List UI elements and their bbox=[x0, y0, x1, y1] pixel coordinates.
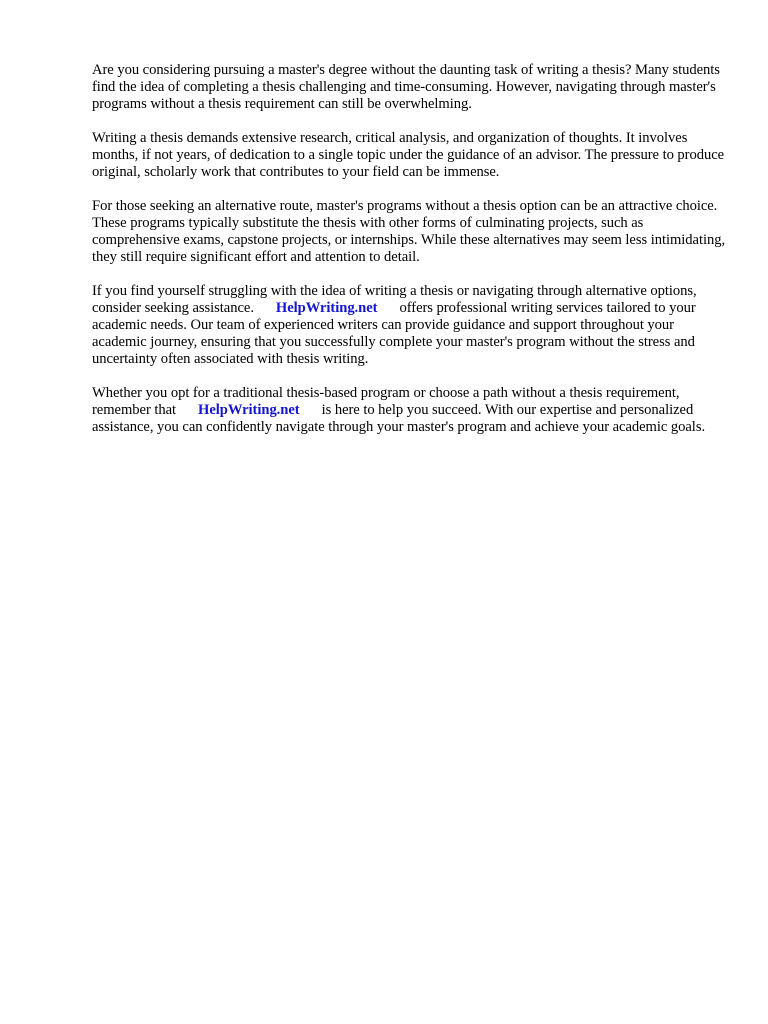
paragraph-text: If you find yourself struggling with the idea of writing a thesis or navigating through alternative options, consider seeking assistance. bbox=[92, 283, 697, 316]
paragraph-text: Whether you opt for a traditional thesis-based program or choose a path without a thesis requirement, remember that bbox=[92, 385, 680, 418]
paragraph-alternative-route: For those seeking an alternative route, master's programs without a thesis option can be an attractive choice. These programs typically substitute the thesis with other forms of culminating projects, such as comprehensive exams, capstone projects, or internships. While these alternatives may seem less intimidating, they still require significant effort and attention to detail. bbox=[92, 198, 726, 265]
helpwriting-link[interactable]: HelpWriting.net bbox=[198, 402, 300, 418]
helpwriting-link[interactable]: HelpWriting.net bbox=[275, 300, 378, 316]
document-body bbox=[92, 62, 732, 453]
paragraph-text: offers professional writing services tailored to your academic needs. Our team of experienced writers can provide guidance and support throughout your academic journey, ensuring that you successfully complete your master's program without the stress and uncertainty often associated with thesis writing. bbox=[92, 300, 696, 367]
paragraph-seeking-assistance bbox=[92, 283, 732, 368]
paragraph-thesis-demands: Writing a thesis demands extensive research, critical analysis, and organization of thoughts. It involves months, if not years, of dedication to a single topic under the guidance of an advisor. The pressure to produce original, scholarly work that contributes to your field can be immense. bbox=[92, 130, 725, 180]
paragraph-conclusion bbox=[92, 385, 732, 436]
paragraph-text: is here to help you succeed. With our expertise and personalized assistance, you can confidently navigate through your master's program and achieve your academic goals. bbox=[92, 402, 706, 435]
paragraph-intro: Are you considering pursuing a master's degree without the daunting task of writing a thesis? Many students find the idea of completing a thesis challenging and time-consuming. However, navigating through master's programs without a thesis requirement can still be overwhelming. bbox=[92, 62, 720, 112]
